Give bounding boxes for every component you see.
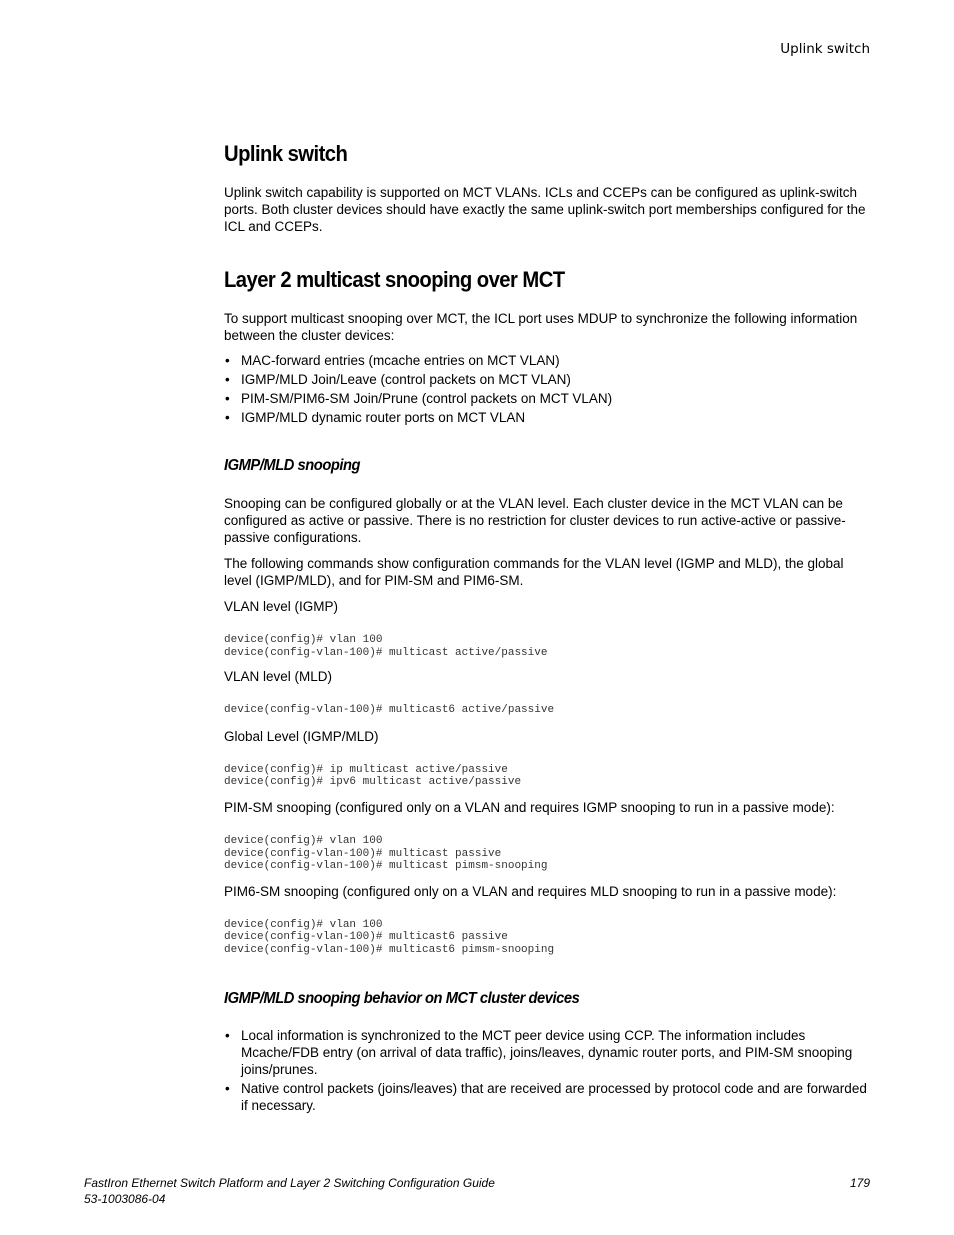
list-item: • IGMP/MLD Join/Leave (control packets on MCT VLAN) [224, 371, 874, 388]
list-item: • PIM-SM/PIM6-SM Join/Prune (control packets on MCT VLAN) [224, 390, 874, 407]
list-item: • MAC-forward entries (mcache entries on MCT VLAN) [224, 352, 874, 369]
label-vlan-mld: VLAN level (MLD) [224, 669, 333, 685]
multicast-intro: To support multicast snooping over MCT, the ICL port uses MDUP to synchronize the following information between the cluster devices: [224, 311, 858, 343]
running-header: Uplink switch [780, 41, 870, 57]
subsection-title-igmp-mld-snooping: IGMP/MLD snooping [224, 457, 361, 474]
uplink-switch-body: Uplink switch capability is supported on MCT VLANs. ICLs and CCEPs can be configured as uplink-switch ports. Both cluster devices should have exactly the same uplink-switch port memberships configured for the ICL and CCEPs. [224, 185, 866, 234]
section-title-uplink-switch: Uplink switch [224, 141, 348, 166]
list-item: • IGMP/MLD dynamic router ports on MCT VLAN [224, 409, 874, 426]
list-item: • Local information is synchronized to the MCT peer device using CCP. The information includes Mcache/FDB entry (on arrival of data traffic), joins/leaves, dynamic router ports, and PIM-SM snooping joins/prunes. [224, 1027, 874, 1078]
section-title-multicast-snooping: Layer 2 multicast snooping over MCT [224, 267, 565, 292]
page-content [224, 138, 874, 1114]
code-block-vlan-mld: device(config-vlan-100)# multicast6 active/passive [224, 704, 555, 717]
footer-doc-number: 53-1003086-04 [84, 1192, 166, 1206]
label-vlan-igmp: VLAN level (IGMP) [224, 599, 339, 614]
label-global-level: Global Level (IGMP/MLD) [224, 728, 379, 744]
label-pim6-sm: PIM6-SM snooping (configured only on a VLAN and requires MLD snooping to run in a passive mode): [224, 883, 837, 899]
igmp-para-2: The following commands show configuration commands for the VLAN level (IGMP and MLD), the global level (IGMP/MLD), and for PIM-SM and PIM6-SM. [224, 556, 844, 588]
behavior-bullet-list [224, 1027, 874, 1114]
code-block-pim-sm: device(config)# vlan 100 device(config-vlan-100)# multicast passive device(config-vlan-100)# multicast pimsm-snooping [224, 834, 548, 873]
code-block-pim6-sm: device(config)# vlan 100 device(config-vlan-100)# multicast6 passive device(config-vlan-100)# multicast6 pimsm-snooping [224, 918, 555, 956]
list-item: • Native control packets (joins/leaves) that are received are processed by protocol code and are forwarded if necessary. [224, 1080, 874, 1114]
code-block-global: device(config)# ip multicast active/passive device(config)# ipv6 multicast active/passive [224, 763, 522, 789]
label-pim-sm: PIM-SM snooping (configured only on a VLAN and requires IGMP snooping to run in a passive mode): [224, 799, 835, 815]
igmp-para-1: Snooping can be configured globally or at the VLAN level. Each cluster device in the MCT VLAN can be configured as active or passive. There is no restriction for cluster devices to run active-active or passive-passive configurations. [224, 496, 846, 545]
code-block-vlan-igmp: device(config)# vlan 100 device(config-vlan-100)# multicast active/passive [224, 634, 548, 659]
footer-doc-title: FastIron Ethernet Switch Platform and Layer 2 Switching Configuration Guide [84, 1176, 495, 1190]
page-number: 179 [849, 1176, 870, 1190]
page-footer [84, 1175, 870, 1207]
multicast-bullet-list [224, 352, 874, 426]
subsection-title-snooping-behavior: IGMP/MLD snooping behavior on MCT cluster devices [224, 989, 580, 1007]
